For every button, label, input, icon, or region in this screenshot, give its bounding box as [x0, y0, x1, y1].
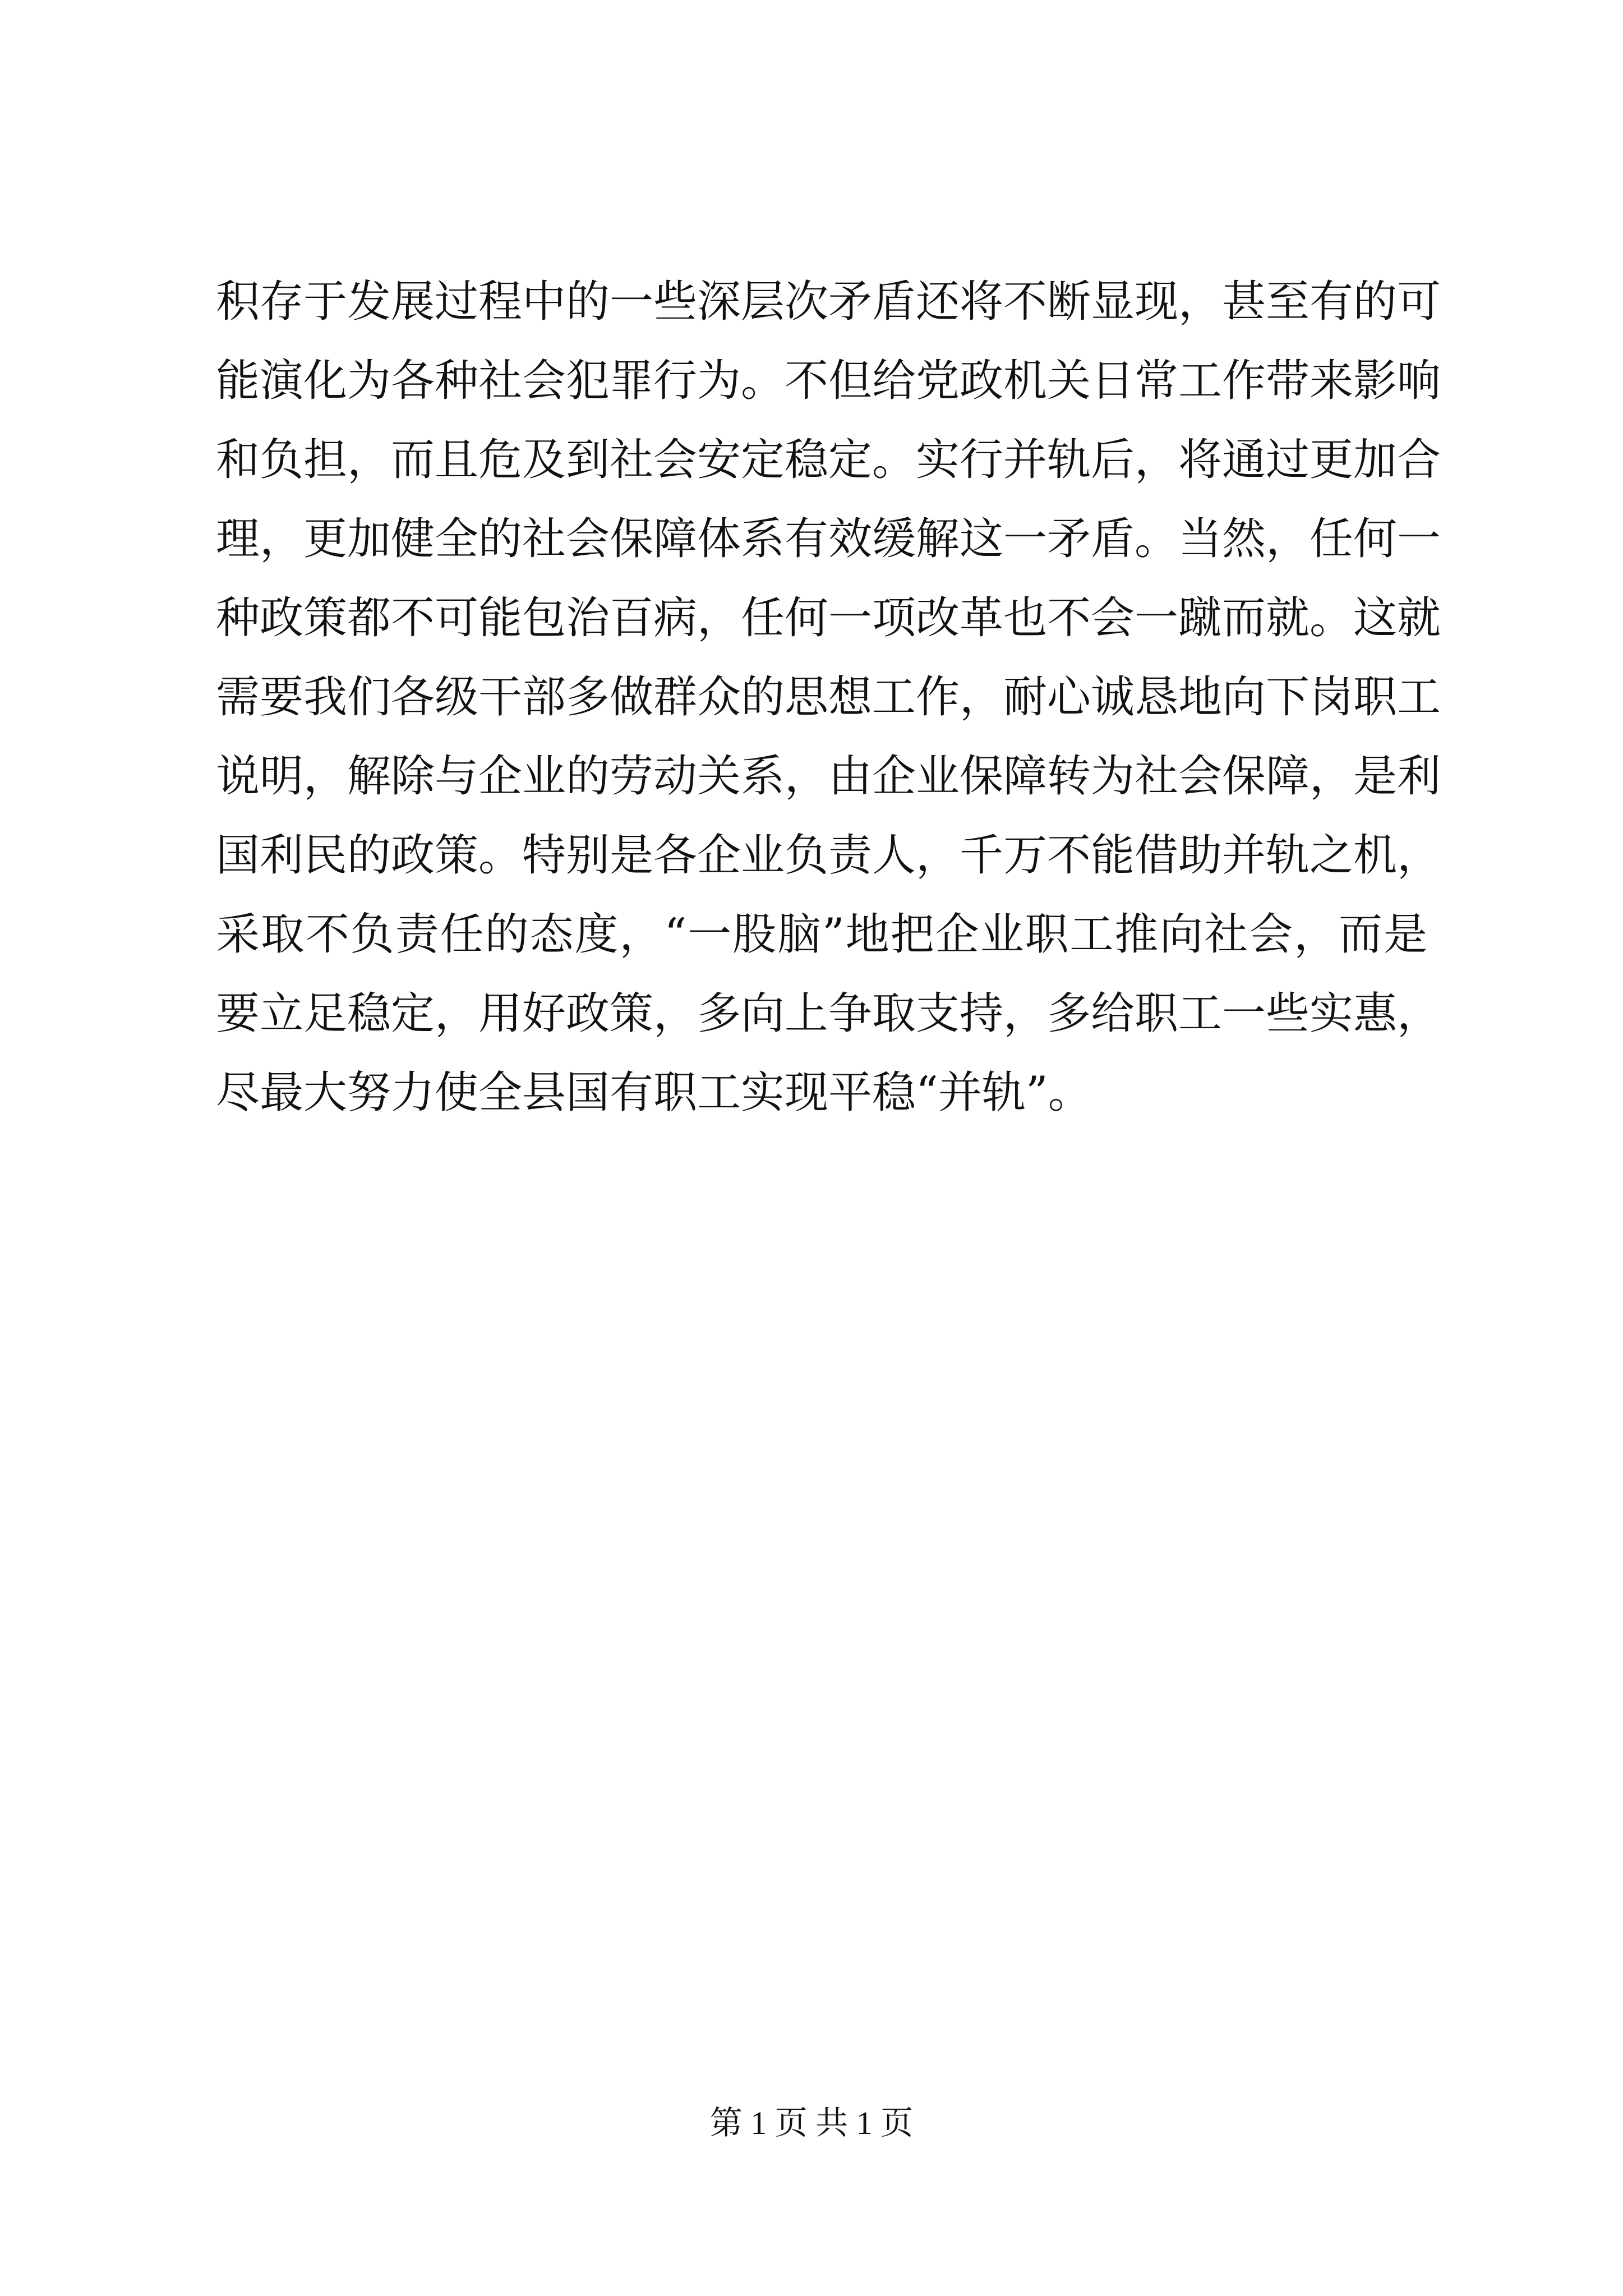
text-line: 需要我们各级干部多做群众的思想工作，耐心诚恳地向下岗职工	[216, 672, 1441, 723]
text-line: 说明，解除与企业的劳动关系，由企业保障转为社会保障，是利	[216, 751, 1441, 802]
text-line: 理，更加健全的社会保障体系有效缓解这一矛盾。当然，任何一	[216, 514, 1441, 564]
body-paragraph	[216, 263, 1441, 1133]
text-line: 和负担，而且危及到社会安定稳定。实行并轨后，将通过更加合	[216, 435, 1441, 485]
page-number-label: 第 1 页 共 1 页	[709, 2105, 914, 2141]
text-line: 尽最大努力使全县国有职工实现平稳“并轨”。	[216, 1068, 1092, 1118]
text-line: 国利民的政策。特别是各企业负责人，千万不能借助并轨之机，	[216, 830, 1441, 881]
text-line: 采取不负责任的态度，“一股脑”地把企业职工推向社会，而是	[216, 909, 1427, 960]
page-footer	[0, 2104, 1623, 2143]
text-line: 要立足稳定，用好政策，多向上争取支持，多给职工一些实惠，	[216, 988, 1441, 1039]
text-line: 积存于发展过程中的一些深层次矛盾还将不断显现，甚至有的可	[216, 277, 1441, 327]
text-line: 种政策都不可能包治百病，任何一项改革也不会一蹴而就。这就	[216, 593, 1441, 643]
text-line: 能演化为各种社会犯罪行为。不但给党政机关日常工作带来影响	[216, 356, 1441, 406]
